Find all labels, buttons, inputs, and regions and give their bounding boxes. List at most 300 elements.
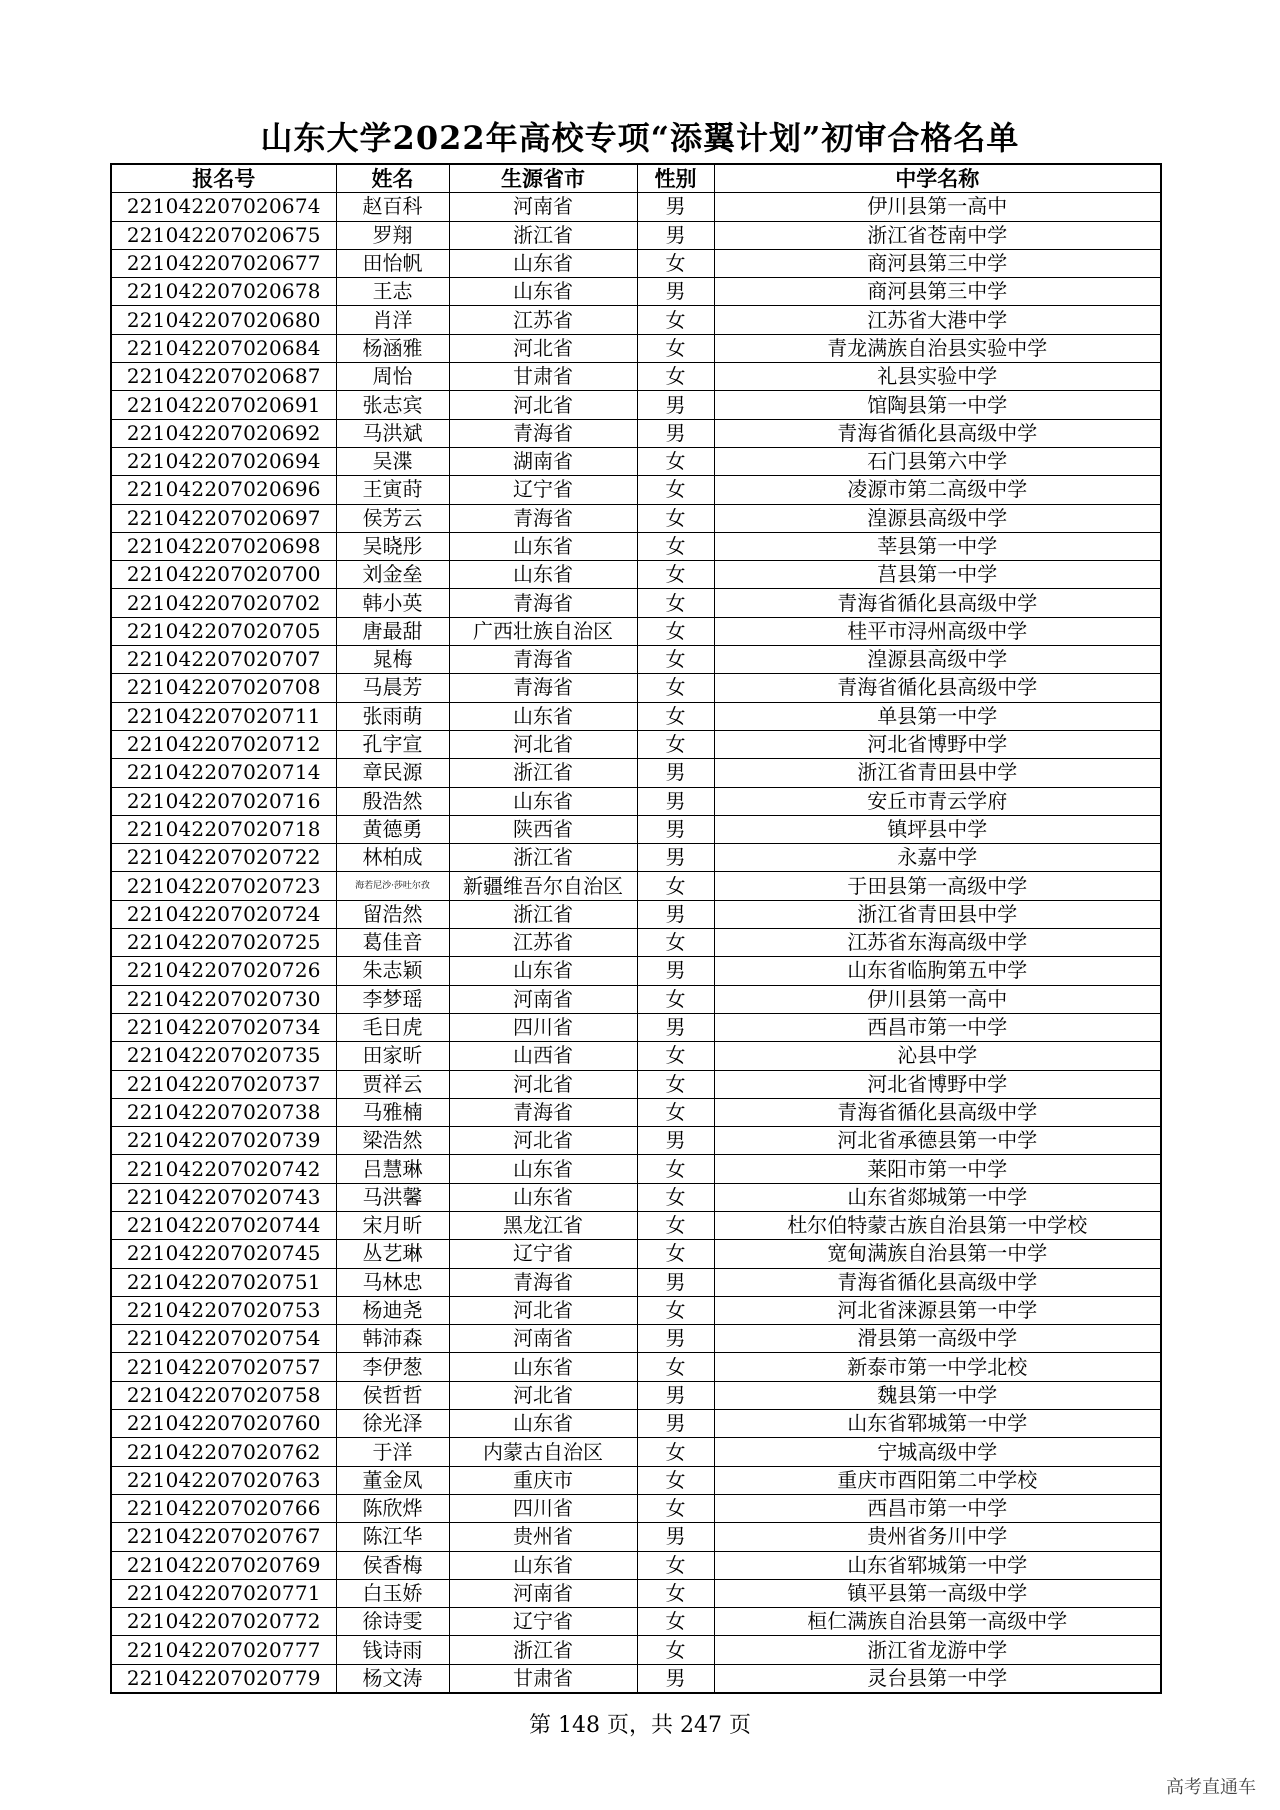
name-cell: 陈欣烨	[336, 1494, 449, 1522]
table-row	[111, 787, 1161, 815]
registration-number-cell: 221042207020711	[111, 702, 336, 730]
registration-number-cell: 221042207020722	[111, 844, 336, 872]
province-cell: 河北省	[449, 391, 637, 419]
table-row	[111, 1636, 1161, 1664]
registration-number-cell: 221042207020675	[111, 221, 336, 249]
table-row	[111, 815, 1161, 843]
province-cell: 河北省	[449, 334, 637, 362]
registration-number-cell: 221042207020754	[111, 1325, 336, 1353]
table-row	[111, 306, 1161, 334]
registration-number-cell: 221042207020678	[111, 278, 336, 306]
gender-cell: 女	[637, 589, 714, 617]
registration-number-cell: 221042207020677	[111, 249, 336, 277]
registration-number-cell: 221042207020772	[111, 1608, 336, 1636]
table-row	[111, 1098, 1161, 1126]
high-school-cell: 浙江省青田县中学	[714, 900, 1161, 928]
table-row	[111, 730, 1161, 758]
header-name: 姓名	[336, 164, 449, 193]
registration-number-cell: 221042207020697	[111, 504, 336, 532]
registration-number-cell: 221042207020698	[111, 532, 336, 560]
header-row	[111, 164, 1161, 193]
high-school-cell: 桓仁满族自治县第一高级中学	[714, 1608, 1161, 1636]
table-row	[111, 1523, 1161, 1551]
name-cell: 田怡帆	[336, 249, 449, 277]
table-row	[111, 1013, 1161, 1041]
table-row	[111, 1466, 1161, 1494]
gender-cell: 女	[637, 1070, 714, 1098]
name-cell: 马洪斌	[336, 419, 449, 447]
gender-cell: 男	[637, 1381, 714, 1409]
high-school-cell: 伊川县第一高中	[714, 193, 1161, 221]
name-cell: 丛艺琳	[336, 1240, 449, 1268]
province-cell: 山东省	[449, 1551, 637, 1579]
registration-number-cell: 221042207020762	[111, 1438, 336, 1466]
province-cell: 浙江省	[449, 759, 637, 787]
table-row	[111, 1579, 1161, 1607]
header-province: 生源省市	[449, 164, 637, 193]
gender-cell: 女	[637, 872, 714, 900]
province-cell: 四川省	[449, 1013, 637, 1041]
high-school-cell: 桂平市浔州高级中学	[714, 617, 1161, 645]
registration-number-cell: 221042207020723	[111, 872, 336, 900]
table-row	[111, 504, 1161, 532]
province-cell: 河南省	[449, 1325, 637, 1353]
high-school-cell: 石门县第六中学	[714, 447, 1161, 475]
high-school-cell: 莒县第一中学	[714, 561, 1161, 589]
registration-number-cell: 221042207020687	[111, 363, 336, 391]
high-school-cell: 浙江省苍南中学	[714, 221, 1161, 249]
high-school-cell: 灵台县第一中学	[714, 1664, 1161, 1693]
gender-cell: 男	[637, 193, 714, 221]
province-cell: 青海省	[449, 1098, 637, 1126]
table-row	[111, 1268, 1161, 1296]
registration-number-cell: 221042207020744	[111, 1211, 336, 1239]
registration-number-cell: 221042207020757	[111, 1353, 336, 1381]
table-row	[111, 702, 1161, 730]
table-row	[111, 1155, 1161, 1183]
table-row	[111, 278, 1161, 306]
gender-cell: 女	[637, 447, 714, 475]
high-school-cell: 青海省循化县高级中学	[714, 674, 1161, 702]
province-cell: 青海省	[449, 646, 637, 674]
name-cell: 杨涵雅	[336, 334, 449, 362]
gender-cell: 男	[637, 391, 714, 419]
high-school-cell: 浙江省青田县中学	[714, 759, 1161, 787]
gender-cell: 男	[637, 759, 714, 787]
registration-number-cell: 221042207020742	[111, 1155, 336, 1183]
name-cell: 马洪馨	[336, 1183, 449, 1211]
table-row	[111, 1296, 1161, 1324]
table-row	[111, 1127, 1161, 1155]
table-row	[111, 759, 1161, 787]
gender-cell: 男	[637, 1268, 714, 1296]
registration-number-cell: 221042207020726	[111, 957, 336, 985]
header-gender: 性别	[637, 164, 714, 193]
name-cell: 殷浩然	[336, 787, 449, 815]
gender-cell: 女	[637, 532, 714, 560]
high-school-cell: 沁县中学	[714, 1042, 1161, 1070]
name-cell: 周怡	[336, 363, 449, 391]
name-cell: 马晨芳	[336, 674, 449, 702]
gender-cell: 女	[637, 1155, 714, 1183]
name-cell: 白玉娇	[336, 1579, 449, 1607]
province-cell: 山东省	[449, 249, 637, 277]
province-cell: 浙江省	[449, 844, 637, 872]
province-cell: 山东省	[449, 1183, 637, 1211]
roster-table	[110, 163, 1162, 1694]
registration-number-cell: 221042207020730	[111, 985, 336, 1013]
registration-number-cell: 221042207020708	[111, 674, 336, 702]
province-cell: 浙江省	[449, 900, 637, 928]
table-row	[111, 1608, 1161, 1636]
name-cell: 杨文涛	[336, 1664, 449, 1693]
table-row	[111, 844, 1161, 872]
high-school-cell: 河北省承德县第一中学	[714, 1127, 1161, 1155]
roster-body	[111, 193, 1161, 1693]
table-row	[111, 193, 1161, 221]
gender-cell: 男	[637, 1410, 714, 1438]
table-row	[111, 221, 1161, 249]
name-cell: 侯哲哲	[336, 1381, 449, 1409]
table-row	[111, 589, 1161, 617]
gender-cell: 男	[637, 1013, 714, 1041]
name-cell: 韩沛森	[336, 1325, 449, 1353]
high-school-cell: 镇坪县中学	[714, 815, 1161, 843]
high-school-cell: 青海省循化县高级中学	[714, 1268, 1161, 1296]
header-registration-number: 报名号	[111, 164, 336, 193]
province-cell: 辽宁省	[449, 476, 637, 504]
high-school-cell: 商河县第三中学	[714, 278, 1161, 306]
table-row	[111, 1381, 1161, 1409]
province-cell: 山东省	[449, 532, 637, 560]
gender-cell: 女	[637, 476, 714, 504]
table-row	[111, 249, 1161, 277]
province-cell: 山东省	[449, 787, 637, 815]
high-school-cell: 江苏省大港中学	[714, 306, 1161, 334]
table-row	[111, 1410, 1161, 1438]
name-cell: 林柏成	[336, 844, 449, 872]
gender-cell: 女	[637, 334, 714, 362]
registration-number-cell: 221042207020712	[111, 730, 336, 758]
gender-cell: 男	[637, 221, 714, 249]
table-row	[111, 1494, 1161, 1522]
table-row	[111, 900, 1161, 928]
name-cell: 吕慧琳	[336, 1155, 449, 1183]
name-cell: 钱诗雨	[336, 1636, 449, 1664]
table-row	[111, 872, 1161, 900]
gender-cell: 女	[637, 1438, 714, 1466]
gender-cell: 女	[637, 1042, 714, 1070]
high-school-cell: 莱阳市第一中学	[714, 1155, 1161, 1183]
province-cell: 浙江省	[449, 221, 637, 249]
high-school-cell: 商河县第三中学	[714, 249, 1161, 277]
high-school-cell: 浙江省龙游中学	[714, 1636, 1161, 1664]
gender-cell: 女	[637, 1183, 714, 1211]
name-cell: 王志	[336, 278, 449, 306]
table-row	[111, 929, 1161, 957]
table-row	[111, 1551, 1161, 1579]
name-cell: 宋月昕	[336, 1211, 449, 1239]
page-title: 山东大学2022年高校专项“添翼计划”初审合格名单	[260, 119, 1020, 157]
high-school-cell: 西昌市第一中学	[714, 1494, 1161, 1522]
high-school-cell: 莘县第一中学	[714, 532, 1161, 560]
gender-cell: 女	[637, 1494, 714, 1522]
registration-number-cell: 221042207020751	[111, 1268, 336, 1296]
registration-number-cell: 221042207020763	[111, 1466, 336, 1494]
high-school-cell: 贵州省务川中学	[714, 1523, 1161, 1551]
registration-number-cell: 221042207020707	[111, 646, 336, 674]
registration-number-cell: 221042207020779	[111, 1664, 336, 1693]
high-school-cell: 馆陶县第一中学	[714, 391, 1161, 419]
page-footer: 第 148 页，共 247 页	[529, 1713, 751, 1738]
high-school-cell: 礼县实验中学	[714, 363, 1161, 391]
gender-cell: 男	[637, 815, 714, 843]
table-row	[111, 363, 1161, 391]
gender-cell: 女	[637, 674, 714, 702]
registration-number-cell: 221042207020769	[111, 1551, 336, 1579]
province-cell: 山东省	[449, 278, 637, 306]
province-cell: 山东省	[449, 957, 637, 985]
gender-cell: 女	[637, 617, 714, 645]
province-cell: 四川省	[449, 1494, 637, 1522]
name-cell: 贾祥云	[336, 1070, 449, 1098]
province-cell: 山东省	[449, 1155, 637, 1183]
province-cell: 广西壮族自治区	[449, 617, 637, 645]
table-row	[111, 561, 1161, 589]
name-cell: 李伊葱	[336, 1353, 449, 1381]
name-cell: 马林忠	[336, 1268, 449, 1296]
name-cell: 刘金垒	[336, 561, 449, 589]
province-cell: 甘肃省	[449, 363, 637, 391]
high-school-cell: 湟源县高级中学	[714, 646, 1161, 674]
high-school-cell: 江苏省东海高级中学	[714, 929, 1161, 957]
gender-cell: 女	[637, 504, 714, 532]
registration-number-cell: 221042207020745	[111, 1240, 336, 1268]
registration-number-cell: 221042207020714	[111, 759, 336, 787]
name-cell: 毛日虎	[336, 1013, 449, 1041]
gender-cell: 男	[637, 1523, 714, 1551]
registration-number-cell: 221042207020767	[111, 1523, 336, 1551]
gender-cell: 男	[637, 844, 714, 872]
province-cell: 陕西省	[449, 815, 637, 843]
gender-cell: 男	[637, 900, 714, 928]
province-cell: 辽宁省	[449, 1240, 637, 1268]
name-cell: 晁梅	[336, 646, 449, 674]
province-cell: 河北省	[449, 1296, 637, 1324]
registration-number-cell: 221042207020716	[111, 787, 336, 815]
registration-number-cell: 221042207020734	[111, 1013, 336, 1041]
table-row	[111, 447, 1161, 475]
name-cell: 于洋	[336, 1438, 449, 1466]
registration-number-cell: 221042207020771	[111, 1579, 336, 1607]
high-school-cell: 安丘市青云学府	[714, 787, 1161, 815]
table-row	[111, 334, 1161, 362]
high-school-cell: 山东省郯城第一中学	[714, 1183, 1161, 1211]
high-school-cell: 杜尔伯特蒙古族自治县第一中学校	[714, 1211, 1161, 1239]
gender-cell: 女	[637, 1636, 714, 1664]
name-cell: 侯香梅	[336, 1551, 449, 1579]
name-cell: 杨迪尧	[336, 1296, 449, 1324]
gender-cell: 女	[637, 1211, 714, 1239]
table-row	[111, 674, 1161, 702]
name-cell: 韩小英	[336, 589, 449, 617]
gender-cell: 男	[637, 419, 714, 447]
registration-number-cell: 221042207020674	[111, 193, 336, 221]
province-cell: 河北省	[449, 730, 637, 758]
name-cell: 肖洋	[336, 306, 449, 334]
registration-number-cell: 221042207020760	[111, 1410, 336, 1438]
province-cell: 河北省	[449, 1127, 637, 1155]
name-cell: 唐最甜	[336, 617, 449, 645]
province-cell: 青海省	[449, 674, 637, 702]
gender-cell: 男	[637, 1325, 714, 1353]
name-cell: 海若尼沙·莎吐尔孜	[336, 872, 449, 900]
gender-cell: 女	[637, 363, 714, 391]
province-cell: 山东省	[449, 561, 637, 589]
registration-number-cell: 221042207020724	[111, 900, 336, 928]
table-row	[111, 1240, 1161, 1268]
province-cell: 青海省	[449, 589, 637, 617]
registration-number-cell: 221042207020743	[111, 1183, 336, 1211]
registration-number-cell: 221042207020694	[111, 447, 336, 475]
registration-number-cell: 221042207020766	[111, 1494, 336, 1522]
province-cell: 青海省	[449, 419, 637, 447]
province-cell: 青海省	[449, 504, 637, 532]
high-school-cell: 西昌市第一中学	[714, 1013, 1161, 1041]
name-cell: 李梦瑶	[336, 985, 449, 1013]
high-school-cell: 重庆市酉阳第二中学校	[714, 1466, 1161, 1494]
gender-cell: 女	[637, 646, 714, 674]
province-cell: 山东省	[449, 702, 637, 730]
name-cell: 董金凤	[336, 1466, 449, 1494]
gender-cell: 男	[637, 278, 714, 306]
province-cell: 辽宁省	[449, 1608, 637, 1636]
table-row	[111, 1664, 1161, 1693]
table-row	[111, 957, 1161, 985]
table-row	[111, 646, 1161, 674]
name-cell: 黄德勇	[336, 815, 449, 843]
province-cell: 河南省	[449, 985, 637, 1013]
registration-number-cell: 221042207020700	[111, 561, 336, 589]
name-cell: 朱志颖	[336, 957, 449, 985]
gender-cell: 男	[637, 787, 714, 815]
province-cell: 江苏省	[449, 929, 637, 957]
high-school-cell: 青海省循化县高级中学	[714, 589, 1161, 617]
high-school-cell: 于田县第一高级中学	[714, 872, 1161, 900]
province-cell: 浙江省	[449, 1636, 637, 1664]
province-cell: 山东省	[449, 1410, 637, 1438]
province-cell: 重庆市	[449, 1466, 637, 1494]
gender-cell: 女	[637, 306, 714, 334]
name-cell: 陈江华	[336, 1523, 449, 1551]
table-row	[111, 1353, 1161, 1381]
province-cell: 内蒙古自治区	[449, 1438, 637, 1466]
province-cell: 新疆维吾尔自治区	[449, 872, 637, 900]
name-cell: 梁浩然	[336, 1127, 449, 1155]
table-row	[111, 617, 1161, 645]
registration-number-cell: 221042207020758	[111, 1381, 336, 1409]
gender-cell: 女	[637, 985, 714, 1013]
watermark: 高考直通车	[1166, 1777, 1256, 1798]
table-row	[111, 1070, 1161, 1098]
name-cell: 章民源	[336, 759, 449, 787]
registration-number-cell: 221042207020705	[111, 617, 336, 645]
name-cell: 赵百科	[336, 193, 449, 221]
gender-cell: 女	[637, 1296, 714, 1324]
province-cell: 河北省	[449, 1381, 637, 1409]
name-cell: 吴晓彤	[336, 532, 449, 560]
table-row	[111, 1438, 1161, 1466]
province-cell: 黑龙江省	[449, 1211, 637, 1239]
high-school-cell: 魏县第一中学	[714, 1381, 1161, 1409]
registration-number-cell: 221042207020753	[111, 1296, 336, 1324]
high-school-cell: 伊川县第一高中	[714, 985, 1161, 1013]
gender-cell: 男	[637, 1127, 714, 1155]
province-cell: 山西省	[449, 1042, 637, 1070]
province-cell: 青海省	[449, 1268, 637, 1296]
high-school-cell: 宁城高级中学	[714, 1438, 1161, 1466]
name-cell: 张志宾	[336, 391, 449, 419]
high-school-cell: 永嘉中学	[714, 844, 1161, 872]
name-cell: 葛佳音	[336, 929, 449, 957]
gender-cell: 女	[637, 929, 714, 957]
gender-cell: 女	[637, 730, 714, 758]
high-school-cell: 山东省郓城第一中学	[714, 1410, 1161, 1438]
registration-number-cell: 221042207020684	[111, 334, 336, 362]
high-school-cell: 凌源市第二高级中学	[714, 476, 1161, 504]
gender-cell: 女	[637, 702, 714, 730]
high-school-cell: 河北省博野中学	[714, 1070, 1161, 1098]
high-school-cell: 湟源县高级中学	[714, 504, 1161, 532]
province-cell: 河南省	[449, 193, 637, 221]
name-cell: 张雨萌	[336, 702, 449, 730]
table-row	[111, 476, 1161, 504]
gender-cell: 女	[637, 1098, 714, 1126]
name-cell: 孔宇宣	[336, 730, 449, 758]
province-cell: 河南省	[449, 1579, 637, 1607]
high-school-cell: 河北省博野中学	[714, 730, 1161, 758]
table-row	[111, 1183, 1161, 1211]
high-school-cell: 青海省循化县高级中学	[714, 1098, 1161, 1126]
high-school-cell: 山东省临朐第五中学	[714, 957, 1161, 985]
registration-number-cell: 221042207020735	[111, 1042, 336, 1070]
gender-cell: 女	[637, 1579, 714, 1607]
gender-cell: 女	[637, 1466, 714, 1494]
province-cell: 河北省	[449, 1070, 637, 1098]
name-cell: 徐光泽	[336, 1410, 449, 1438]
gender-cell: 女	[637, 1551, 714, 1579]
province-cell: 湖南省	[449, 447, 637, 475]
registration-number-cell: 221042207020680	[111, 306, 336, 334]
name-cell: 罗翔	[336, 221, 449, 249]
name-cell: 吴渫	[336, 447, 449, 475]
registration-number-cell: 221042207020692	[111, 419, 336, 447]
registration-number-cell: 221042207020725	[111, 929, 336, 957]
high-school-cell: 青龙满族自治县实验中学	[714, 334, 1161, 362]
registration-number-cell: 221042207020696	[111, 476, 336, 504]
province-cell: 贵州省	[449, 1523, 637, 1551]
table-row	[111, 1211, 1161, 1239]
registration-number-cell: 221042207020702	[111, 589, 336, 617]
high-school-cell: 山东省郓城第一中学	[714, 1551, 1161, 1579]
table-row	[111, 1325, 1161, 1353]
name-cell: 马雅楠	[336, 1098, 449, 1126]
name-cell: 侯芳云	[336, 504, 449, 532]
registration-number-cell: 221042207020739	[111, 1127, 336, 1155]
high-school-cell: 滑县第一高级中学	[714, 1325, 1161, 1353]
high-school-cell: 青海省循化县高级中学	[714, 419, 1161, 447]
table-row	[111, 532, 1161, 560]
